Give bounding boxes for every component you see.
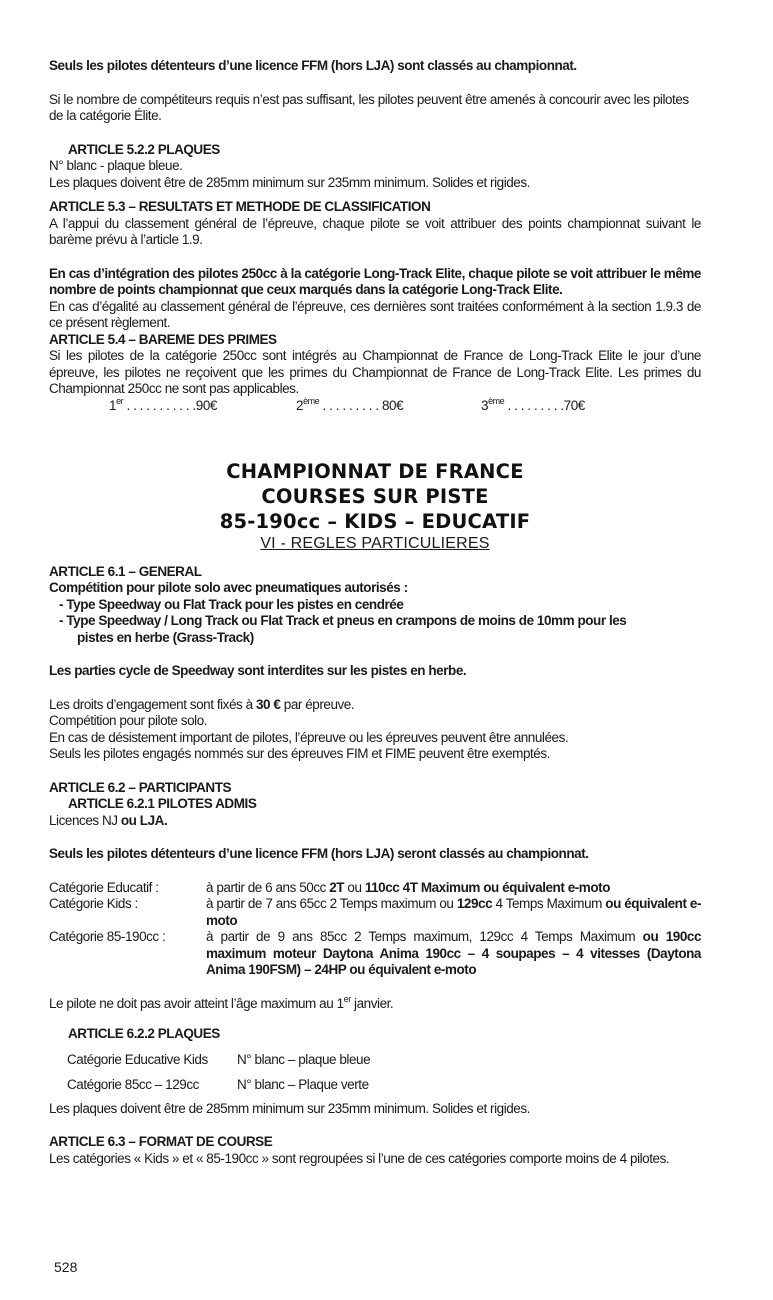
article-6-2-1-heading: ARTICLE 6.2.1 PILOTES ADMIS — [68, 796, 257, 811]
plaque-category: Catégorie 85cc – 129cc — [67, 1076, 199, 1092]
prize-first: 1er . . . . . . . . . . .90€ — [109, 395, 217, 413]
plaque-colour: N° blanc – Plaque verte — [237, 1076, 369, 1092]
plaque-row — [49, 1072, 701, 1097]
prize-third: 3ème . . . . . . . . .70€ — [481, 395, 585, 413]
bullet-grass-tracks-cont: pistes en herbe (Grass-Track) — [77, 629, 254, 645]
category-row-educatif — [49, 880, 701, 897]
category-label: Catégorie 85-190cc : — [49, 929, 166, 944]
prize-second: 2ème . . . . . . . . . 80€ — [296, 395, 404, 413]
plaque-size-text-6-2-2: Les plaques doivent être de 285mm minimum sur 235mm minimum. Solides et rigides. — [49, 1100, 530, 1116]
article-5-3-text: A l’appui du classement général de l’épreuve, chaque pilote se voit attribuer des points championnat suivant le barème prévu à l’article 1.9. — [49, 215, 701, 247]
plaque-row — [49, 1047, 701, 1072]
licences-text: Licences NJ ou LJA. — [49, 812, 168, 828]
plaque-category: Catégorie Educative Kids — [67, 1051, 208, 1067]
document-page — [49, 58, 701, 1167]
section-title-line-1: CHAMPIONNAT DE FRANCE — [226, 459, 524, 483]
article-6-1-heading: ARTICLE 6.1 – GENERAL — [49, 563, 202, 579]
article-5-3-heading: ARTICLE 5.3 – RESULTATS ET METHODE DE CLASSIFICATION — [49, 199, 431, 214]
article-5-4-text: Si les pilotes de la catégorie 250cc sont intégrés au Championnat de France de Long-Track Elite le jour d’une épreuve, les pilotes ne reçoivent que les primes du Championnat de France de Long-Track Elite. Les primes du Championnat 250cc ne sont pas applicables. — [49, 348, 701, 396]
licence-notice: Seuls les pilotes détenteurs d’une licence FFM (hors LJA) sont classés au championnat. — [49, 58, 577, 73]
category-description: à partir de 9 ans 85cc 2 Temps maximum, 129cc 4 Temps Maximum ou 190cc maximum moteur Daytona Anima 190cc – 4 soupapes – 4 vitesses (Daytona Anima 190FSM) – 24HP ou équivalent e-moto — [206, 929, 702, 977]
exempt-text: Seuls les pilotes engagés nommés sur des épreuves FIM et FIME peuvent être exemptés. — [49, 746, 550, 761]
equality-text: En cas d’égalité au classement général de l’épreuve, ces dernières sont traitées conformément à la section 1.9.3 de ce présent règlement. — [49, 298, 701, 330]
plaque-size-text: Les plaques doivent être de 285mm minimum sur 235mm minimum. Solides et rigides. — [49, 174, 530, 190]
competitors-paragraph: Si le nombre de compétiteurs requis n’est pas suffisant, les pilotes peuvent être amenés à concourir avec les pilotes de la catégorie Élite. — [49, 91, 689, 123]
fees-text: Les droits d’engagement sont fixés à 30 € par épreuve. — [49, 696, 355, 712]
category-row-kids — [49, 896, 701, 929]
bullet-grass-tracks: - Type Speedway / Long Track ou Flat Track et pneus en crampons de moins de 10mm pour les — [59, 613, 627, 628]
section-title-line-2: COURSES SUR PISTE — [261, 484, 489, 508]
page-number: 528 — [54, 1259, 78, 1275]
solo-text: Compétition pour pilote solo. — [49, 713, 208, 728]
long-track-integration-text: En cas d’intégration des pilotes 250cc à la catégorie Long-Track Elite, chaque pilote se voit attribuer le même nombre de points championnat que ceux marqués dans la catégorie Long-Track Elite. — [49, 265, 701, 297]
category-label: Catégorie Kids : — [49, 896, 138, 911]
category-description: à partir de 6 ans 50cc 2T ou 110cc 4T Maximum ou équivalent e-moto — [206, 879, 610, 895]
category-description: à partir de 7 ans 65cc 2 Temps maximum ou 129cc 4 Temps Maximum ou équivalent e-moto — [206, 896, 701, 928]
tyres-intro: Compétition pour pilote solo avec pneumatiques autorisés : — [49, 580, 408, 595]
article-6-2-2-heading: ARTICLE 6.2.2 PLAQUES — [68, 1026, 220, 1041]
article-5-2-2-heading: ARTICLE 5.2.2 PLAQUES — [68, 141, 220, 157]
bullet-cinder-tracks: - Type Speedway ou Flat Track pour les pistes en cendrée — [59, 596, 404, 612]
plaque-colour-text: N° blanc - plaque bleue. — [49, 158, 183, 173]
section-title-line-3: 85-190cc – KIDS – EDUCATIF — [219, 509, 531, 533]
article-6-2-heading: ARTICLE 6.2 – PARTICIPANTS — [49, 779, 232, 795]
category-row-85-190cc — [49, 929, 701, 979]
article-6-3-text: Les catégories « Kids » et « 85-190cc » sont regroupées si l’une de ces catégories comporte moins de 4 pilotes. — [49, 1150, 670, 1166]
speedway-note: Les parties cycle de Speedway sont interdites sur les pistes en herbe. — [49, 663, 467, 678]
championship-notice: Seuls les pilotes détenteurs d’une licence FFM (hors LJA) seront classés au championnat. — [49, 846, 589, 861]
section-subtitle: VI - REGLES PARTICULIERES — [260, 534, 490, 552]
age-limit-text: Le pilote ne doit pas avoir atteint l’âge maximum au 1er janvier. — [49, 993, 394, 1011]
withdrawal-text: En cas de désistement important de pilotes, l’épreuve ou les épreuves peuvent être annulées. — [49, 729, 569, 745]
prize-list — [49, 395, 701, 415]
article-6-3-heading: ARTICLE 6.3 – FORMAT DE COURSE — [49, 1134, 273, 1149]
plaque-colour: N° blanc – plaque bleue — [237, 1051, 371, 1067]
article-5-4-heading: ARTICLE 5.4 – BAREME DES PRIMES — [49, 331, 277, 347]
category-label: Catégorie Educatif : — [49, 879, 159, 895]
